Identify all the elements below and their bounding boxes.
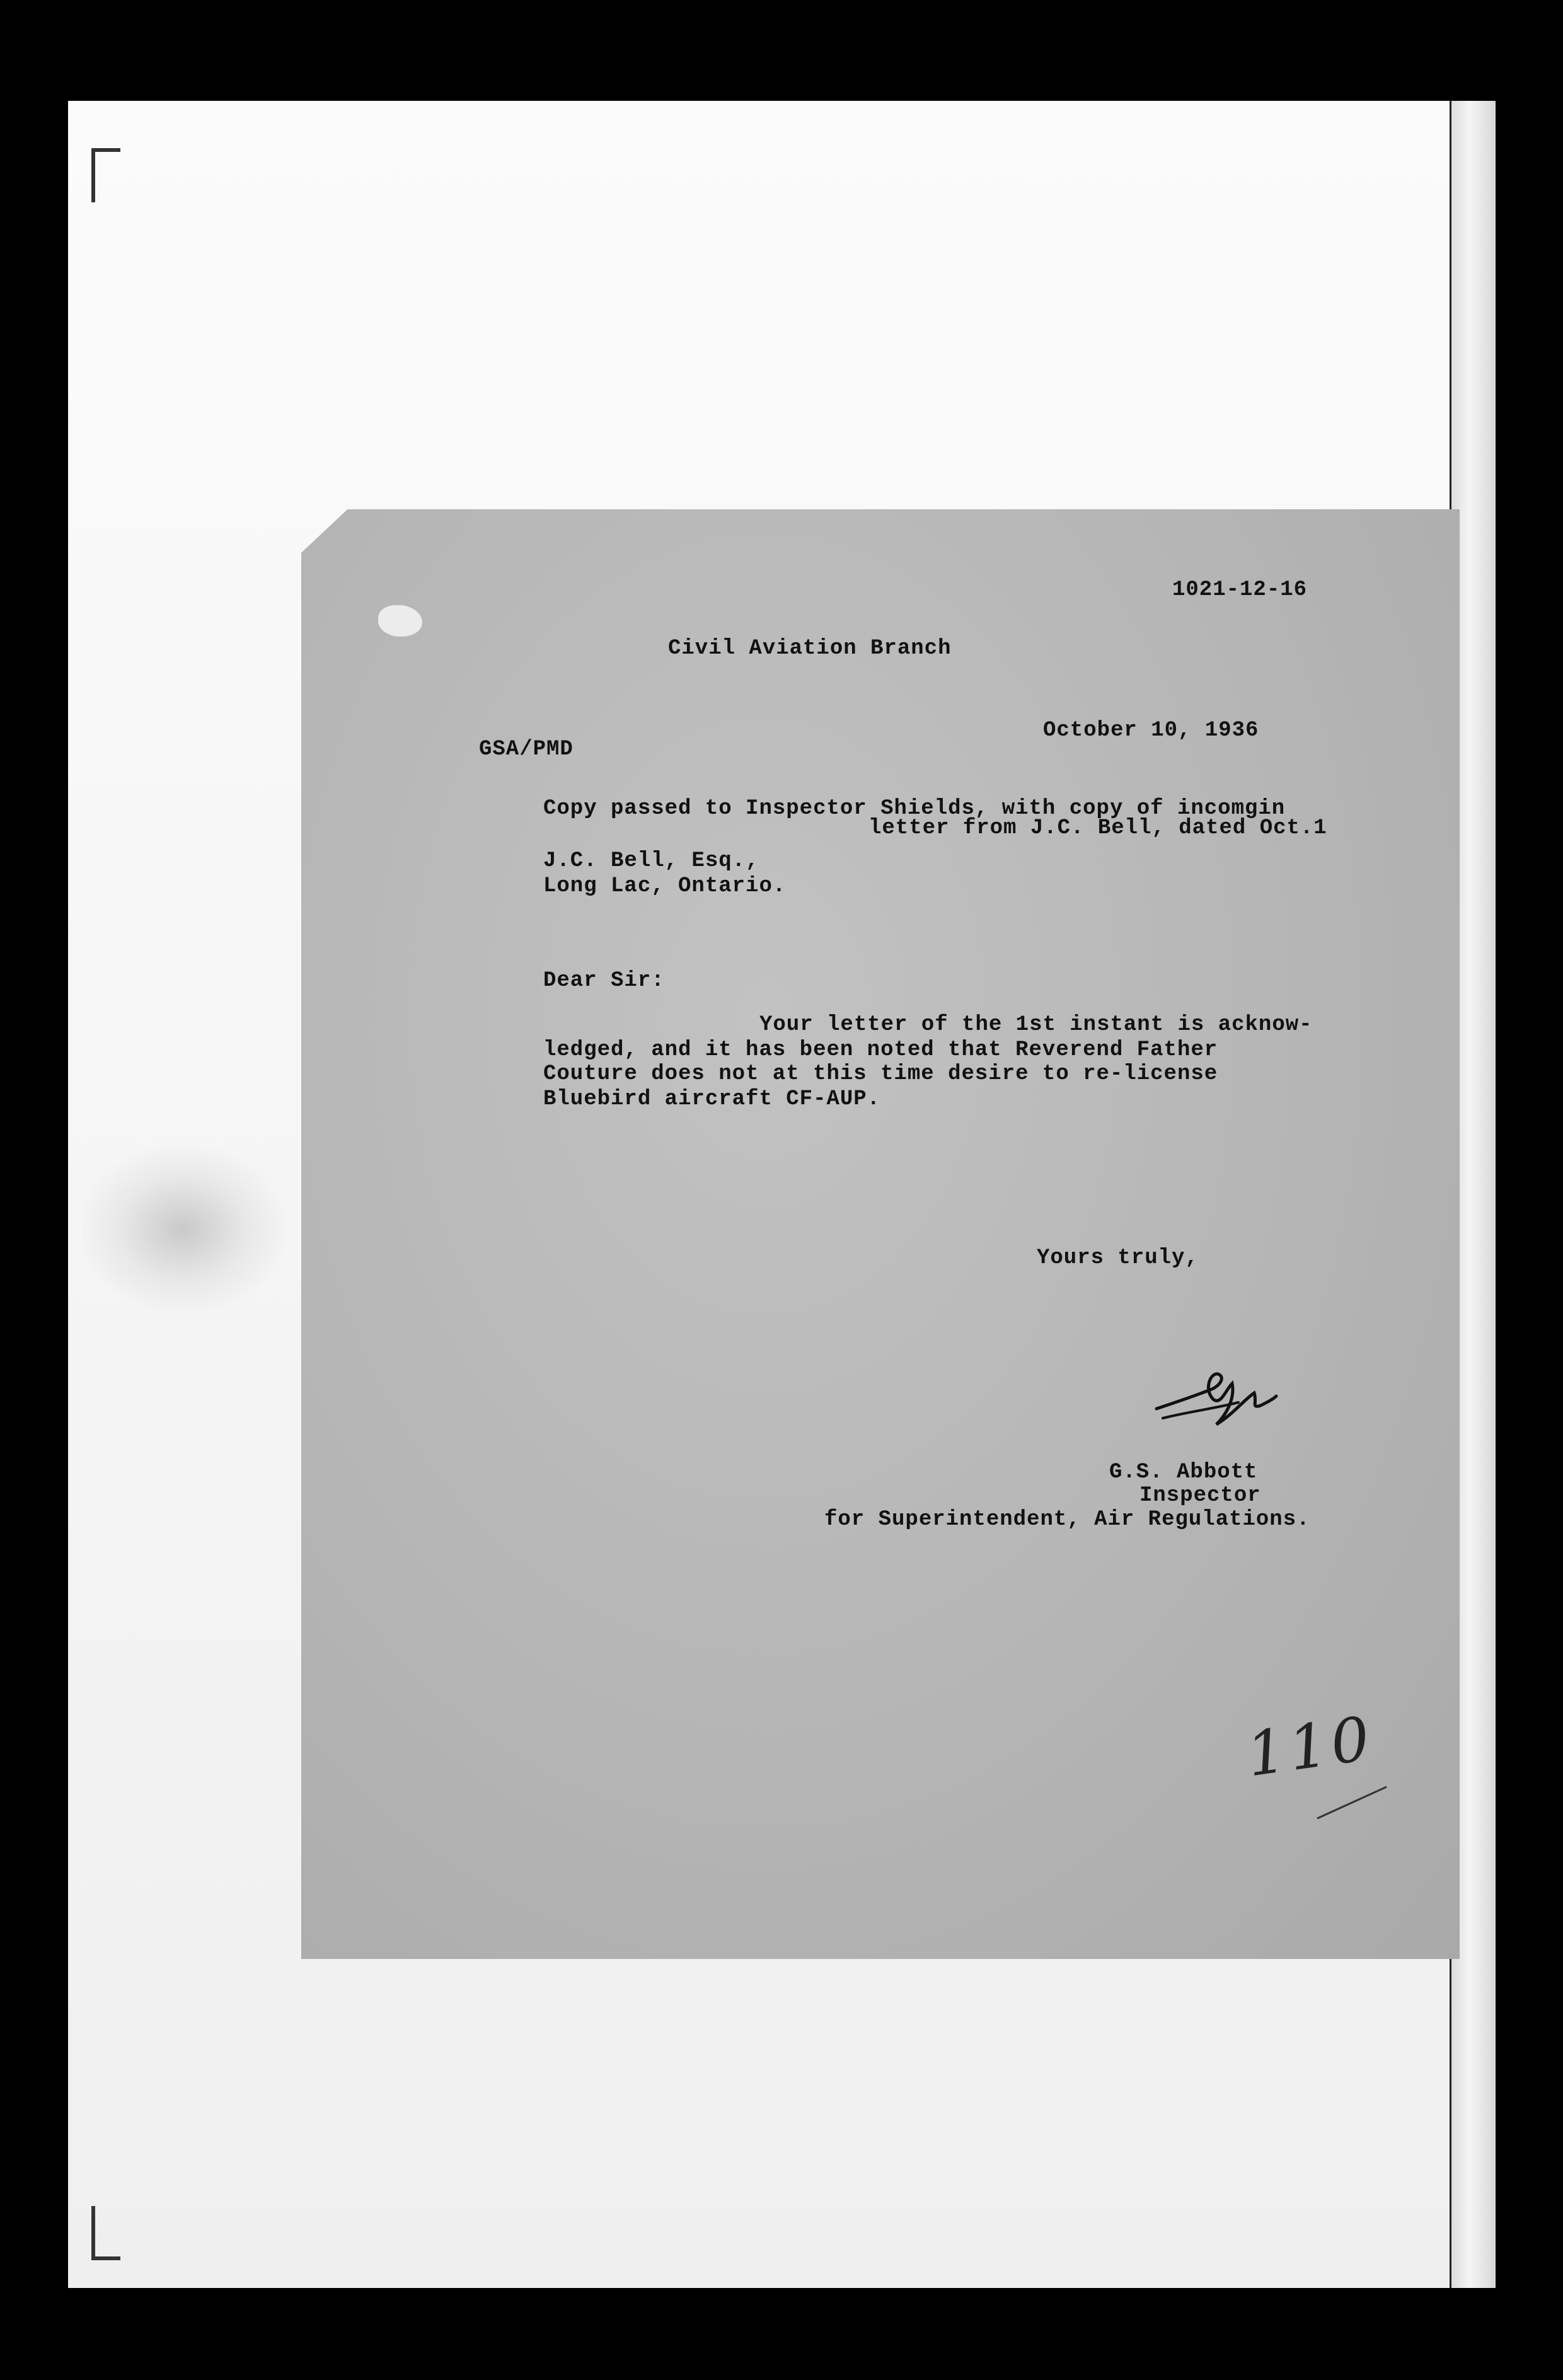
handwritten-page-number: 110 bbox=[1242, 1702, 1378, 1791]
file-number: 1021-12-16 bbox=[1172, 578, 1308, 602]
crop-mark-top-left bbox=[91, 148, 120, 202]
signatory-title: Inspector bbox=[1139, 1484, 1261, 1508]
closing: Yours truly, bbox=[1037, 1246, 1199, 1270]
handwritten-signature bbox=[1150, 1365, 1283, 1434]
addressee-address: Long Lac, Ontario. bbox=[543, 874, 787, 898]
addressee-name: J.C. Bell, Esq., bbox=[543, 849, 759, 873]
salutation: Dear Sir: bbox=[543, 969, 665, 993]
copy-note-line-1: Copy passed to Inspector Shields, with copy of incomgin bbox=[543, 797, 1286, 821]
pencil-stroke bbox=[1314, 1784, 1390, 1822]
signatory-role: for Superintendent, Air Regulations. bbox=[824, 1508, 1310, 1532]
reference-initials: GSA/PMD bbox=[479, 737, 574, 761]
body-line: ledged, and it has been noted that Reverend Father bbox=[543, 1038, 1218, 1062]
smudge-mark bbox=[82, 1147, 284, 1311]
signatory-name: G.S. Abbott bbox=[1109, 1460, 1258, 1484]
crop-mark-bottom-left bbox=[91, 2206, 120, 2260]
body-line: Couture does not at this time desire to re-license bbox=[543, 1062, 1218, 1086]
body-line: Bluebird aircraft CF-AUP. bbox=[543, 1087, 881, 1111]
body-line: Your letter of the 1st instant is acknow- bbox=[759, 1013, 1313, 1037]
copy-note-line-2: letter from J.C. Bell, dated Oct.1 bbox=[868, 816, 1327, 840]
letterhead-branch: Civil Aviation Branch bbox=[668, 637, 952, 661]
letter-date: October 10, 1936 bbox=[1043, 719, 1259, 742]
